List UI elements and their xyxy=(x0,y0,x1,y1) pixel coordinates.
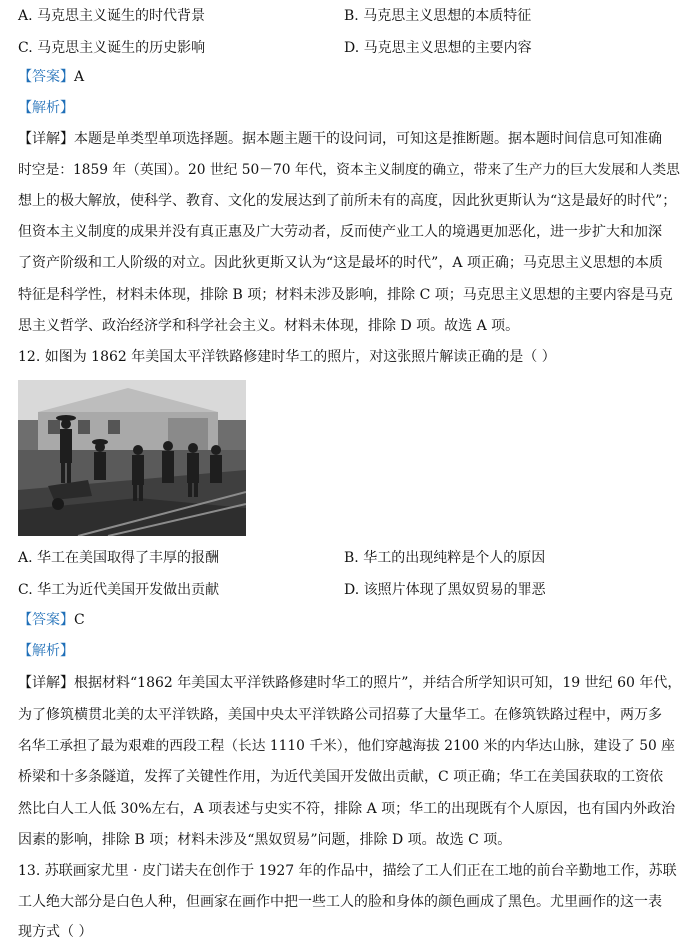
answer-tag: 【答案】 xyxy=(18,69,74,85)
q11-detail-line-6: 特征是科学性，材料未体现，排除 B 项；材料未涉及影响，排除 C 项；马克思主义思想的主要内容是马克 xyxy=(18,287,673,303)
q11-detail-line-3: 想上的极大解放，使科学、教育、文化的发展达到了前所未有的高度，因此狄更斯认为“这是最好的时代”； xyxy=(18,193,677,209)
q12-option-a: A. 华工在美国取得了丰厚的报酬 xyxy=(18,550,220,566)
q12-option-c: C. 华工为近代美国开发做出贡献 xyxy=(18,582,220,598)
answer-value: C xyxy=(74,612,85,628)
q11-detail-line-4: 但资本主义制度的成果并没有真正惠及广大劳动者，反而使产业工人的境遇更加恶化，进一步扩大和加深 xyxy=(18,224,662,240)
q12-analysis-tag: 【解析】 xyxy=(18,643,74,659)
q11-detail-line-7: 思主义哲学、政治经济学和科学社会主义。材料未体现，排除 D 项。故选 A 项。 xyxy=(18,318,520,334)
q11-option-a: A. 马克思主义诞生的时代背景 xyxy=(18,8,206,24)
railroad-workers-photo xyxy=(18,380,246,536)
q12-answer xyxy=(18,610,85,630)
q12-option-d: D. 该照片体现了黑奴贸易的罪恶 xyxy=(344,582,546,598)
q11-option-b: B. 马克思主义思想的本质特征 xyxy=(344,8,532,24)
q11-detail-line-1 xyxy=(18,129,662,149)
photo-illustration xyxy=(18,380,246,536)
detail-tag: 【详解】 xyxy=(18,675,74,691)
q12-detail-line-3: 名华工承担了最为艰难的西段工程（长达 1110 千米），他们穿越海拔 2100 米的内华达山脉，建设了 50 座 xyxy=(18,738,675,754)
q12-option-b: B. 华工的出现纯粹是个人的原因 xyxy=(344,550,546,566)
q12-detail-line-6: 因素的影响，排除 B 项；材料未涉及“黑奴贸易”问题，排除 D 项。故选 C 项。 xyxy=(18,832,512,848)
answer-tag: 【答案】 xyxy=(18,612,74,628)
q13-stem-line-2: 工人绝大部分是白色人种，但画家在画作中把一些工人的脸和身体的颜色画成了黑色。尤里画作的这一表 xyxy=(18,894,662,910)
q12-detail-line-2: 为了修筑横贯北美的太平洋铁路，美国中央太平洋铁路公司招募了大量华工。在修筑铁路过程中，两万多 xyxy=(18,707,662,723)
q12-detail-line-5: 然比白人工人低 30%左右，A 项表述与史实不符，排除 A 项；华工的出现既有个人原因，也有国内外政治 xyxy=(18,801,676,817)
detail-text: 本题是单类型单项选择题。据本题主题干的设问词，可知这是推断题。据本题时间信息可知准确 xyxy=(74,131,662,147)
q13-stem-line-3: 现方式（ ） xyxy=(18,924,93,940)
q12-detail-line-4: 桥梁和十多条隧道，发挥了关键性作用，为近代美国开发做出贡献，C 项正确；华工在美国获取的工资依 xyxy=(18,769,664,785)
q11-option-c: C. 马克思主义诞生的历史影响 xyxy=(18,40,206,56)
answer-value: A xyxy=(74,69,85,85)
q11-option-d: D. 马克思主义思想的主要内容 xyxy=(344,40,532,56)
q12-stem: 12. 如图为 1862 年美国太平洋铁路修建时华工的照片，对这张照片解读正确的是（ ） xyxy=(18,349,556,365)
q11-detail-line-2: 时空是：1859 年（英国）。20 世纪 50－70 年代，资本主义制度的确立，带来了生产力的巨大发展和人类思 xyxy=(18,162,680,178)
q11-analysis-tag: 【解析】 xyxy=(18,100,74,116)
q12-detail-line-1 xyxy=(18,673,681,693)
detail-tag: 【详解】 xyxy=(18,131,74,147)
detail-text: 根据材料“1862 年美国太平洋铁路修建时华工的照片”，并结合所学知识可知，19 世纪 60 年代， xyxy=(74,675,682,691)
q13-stem-line-1: 13. 苏联画家尤里 · 皮门诺夫在创作于 1927 年的作品中，描绘了工人们正在工地的前台辛勤地工作，苏联 xyxy=(18,863,677,879)
q11-answer xyxy=(18,67,84,87)
q11-detail-line-5: 了资产阶级和工人阶级的对立。因此狄更斯又认为“这是最坏的时代”，A 项正确；马克思主义思想的本质 xyxy=(18,255,663,271)
